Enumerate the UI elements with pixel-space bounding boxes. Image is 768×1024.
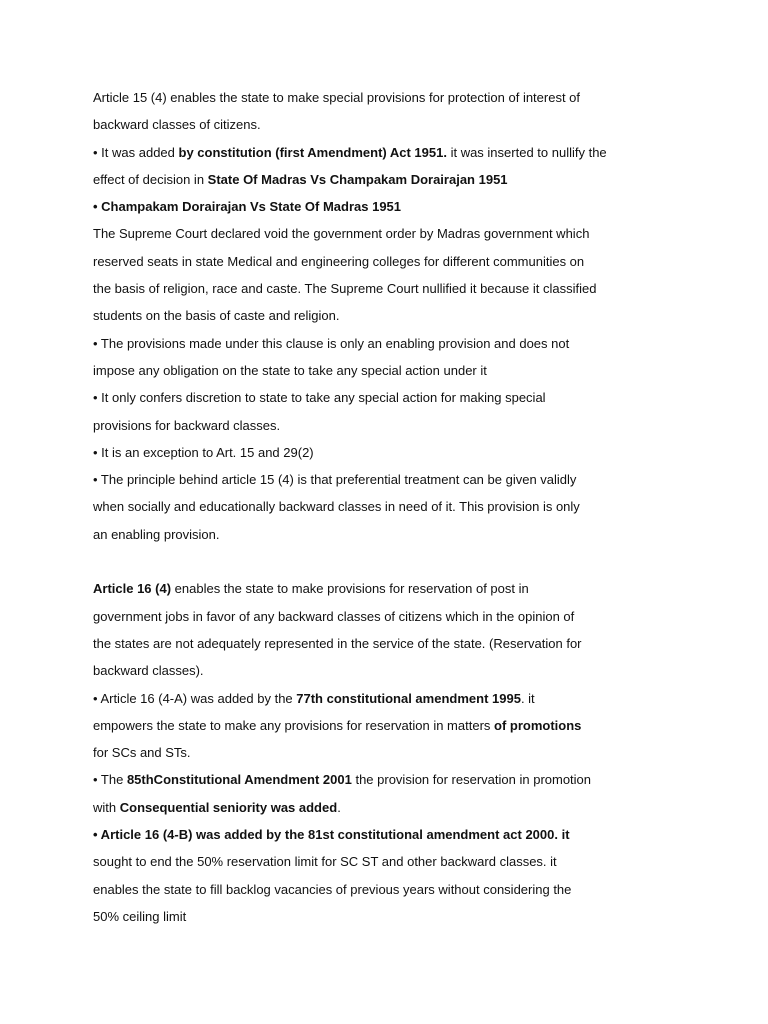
paragraph-line: backward classes). <box>93 663 204 679</box>
paragraph-line: when socially and educationally backward classes in need of it. This provision is only <box>93 499 580 515</box>
paragraph-line: impose any obligation on the state to take any special action under it <box>93 362 487 378</box>
paragraph-line: for SCs and STs. <box>93 745 191 761</box>
bold-text-run: by constitution (first Amendment) Act 1951. <box>178 144 447 160</box>
text-run: • The <box>93 772 127 788</box>
paragraph-line: The Supreme Court declared void the government order by Madras government which <box>93 226 590 242</box>
paragraph-line: the basis of religion, race and caste. The Supreme Court nullified it because it classified <box>93 281 597 297</box>
article-15-section <box>93 84 653 548</box>
bold-bullet-line: • Champakam Dorairajan Vs State Of Madras 1951 <box>93 199 402 215</box>
paragraph-line: backward classes of citizens. <box>93 117 261 133</box>
text-run: the provision for reservation in promotion <box>351 772 592 788</box>
bold-text-run: Consequential seniority was added <box>119 799 338 815</box>
paragraph-line <box>93 794 653 821</box>
paragraph-line: reserved seats in state Medical and engineering colleges for different communities on <box>93 253 585 269</box>
bold-text-run: State Of Madras Vs Champakam Dorairajan 1951 <box>207 171 508 187</box>
article-16-section <box>93 575 653 930</box>
bullet-line: • It is an exception to Art. 15 and 29(2) <box>93 444 314 460</box>
text-run: . <box>337 799 341 815</box>
bullet-line <box>93 685 653 712</box>
paragraph-line <box>93 166 653 193</box>
text-run: empowers the state to make any provisions for reservation in matters <box>93 717 495 733</box>
text-run: . it <box>520 690 535 706</box>
bullet-line: • It only confers discretion to state to take any special action for making special <box>93 390 546 406</box>
bullet-line <box>93 766 653 793</box>
document-body <box>93 84 653 930</box>
bold-text-run: 85thConstitutional Amendment 2001 <box>126 772 352 788</box>
bullet-line: • The principle behind article 15 (4) is that preferential treatment can be given validly <box>93 472 577 488</box>
text-run: • It was added <box>93 144 179 160</box>
text-run: it was inserted to nullify the <box>446 144 607 160</box>
text-run: effect of decision in <box>93 171 208 187</box>
text-run: with <box>93 799 120 815</box>
paragraph-line: enables the state to fill backlog vacancies of previous years without considering the <box>93 881 572 897</box>
paragraph-line: sought to end the 50% reservation limit for SC ST and other backward classes. it <box>93 854 557 870</box>
bullet-line <box>93 139 653 166</box>
text-run: • Article 16 (4-A) was added by the <box>93 690 297 706</box>
paragraph-line <box>93 712 653 739</box>
paragraph-line: Article 15 (4) enables the state to make special provisions for protection of interest of <box>93 90 581 105</box>
bold-bullet-line: • Article 16 (4-B) was added by the 81st constitutional amendment act 2000. it <box>93 827 570 843</box>
paragraph-line: students on the basis of caste and religion. <box>93 308 340 324</box>
text-run: enables the state to make provisions for reservation of post in <box>171 581 529 597</box>
paragraph-spacer <box>93 548 653 575</box>
bold-text-run: 77th constitutional amendment 1995 <box>296 690 521 706</box>
bullet-line: • The provisions made under this clause is only an enabling provision and does not <box>93 335 570 351</box>
paragraph-line: government jobs in favor of any backward classes of citizens which in the opinion of <box>93 608 575 624</box>
paragraph-line: an enabling provision. <box>93 526 220 542</box>
paragraph-line: provisions for backward classes. <box>93 417 281 433</box>
bold-text-run: of promotions <box>494 717 582 733</box>
paragraph-line <box>93 575 653 602</box>
bold-text-run: Article 16 (4) <box>93 581 172 597</box>
paragraph-line: 50% ceiling limit <box>93 908 187 924</box>
paragraph-line: the states are not adequately represented in the service of the state. (Reservation for <box>93 635 582 651</box>
